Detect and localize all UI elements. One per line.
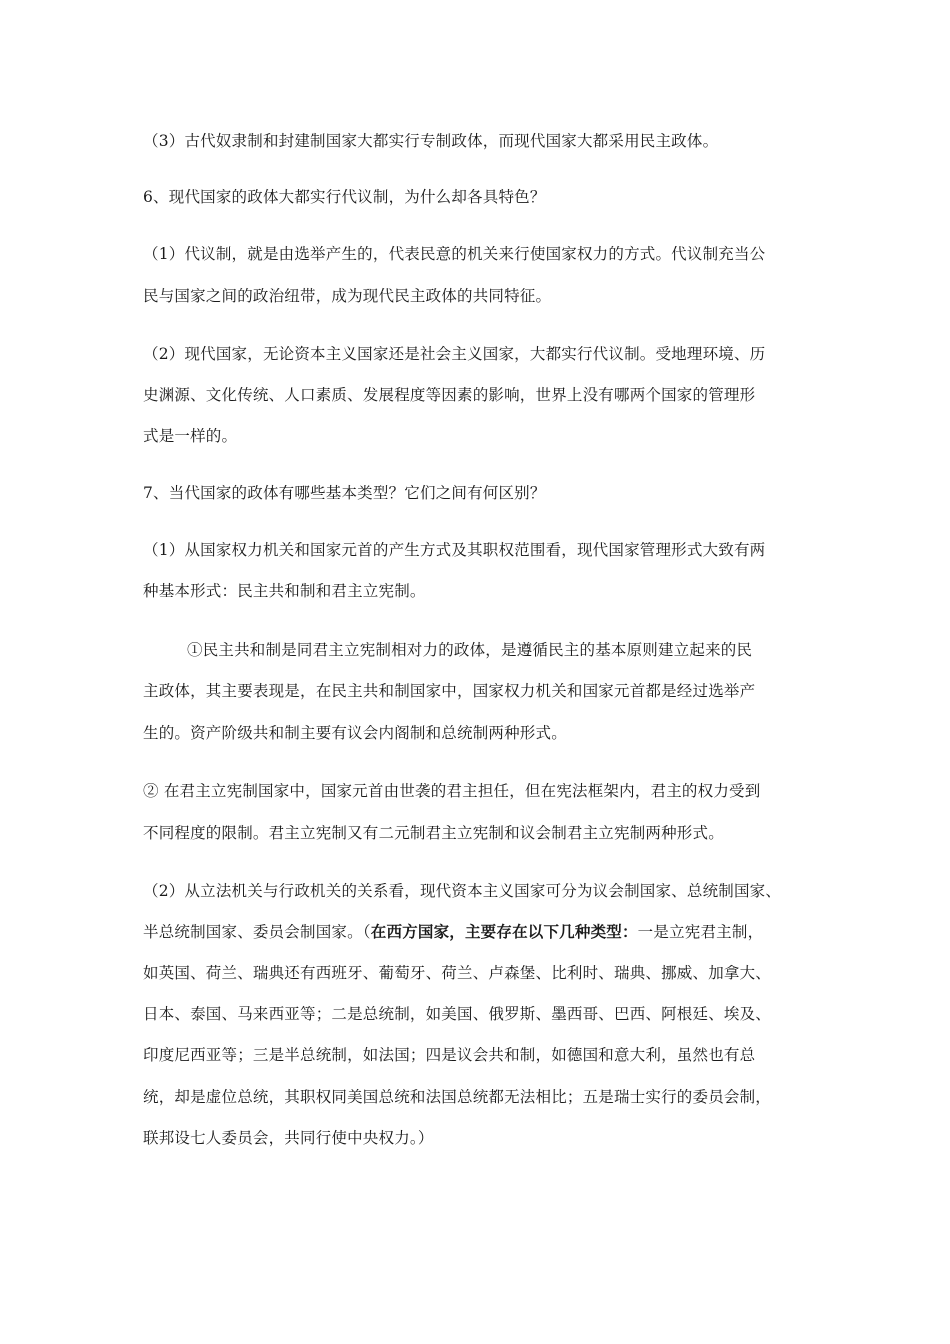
paragraph-line: ② 在君主立宪制国家中，国家元首由世袭的君主担任，但在宪法框架内，君主的权力受到 <box>143 782 761 800</box>
paragraph-line: 式是一样的。 <box>143 427 238 445</box>
paragraph-line: 种基本形式：民主共和制和君主立宪制。 <box>143 582 426 600</box>
text-segment: 半总统制国家、委员会制国家。（ <box>143 923 371 941</box>
paragraph-line: 联邦设七人委员会，共同行使中央权力。） <box>143 1129 434 1147</box>
bold-text-segment: 在西方国家，主要存在以下几种类型： <box>370 922 638 941</box>
paragraph-line: 不同程度的限制。君主立宪制又有二元制君主立宪制和议会制君主立宪制两种形式。 <box>143 824 724 842</box>
paragraph-line: ①民主共和制是同君主立宪制相对力的政体，是遵循民主的基本原则建立起来的民 <box>187 641 753 659</box>
paragraph-line: 主政体，其主要表现是，在民主共和制国家中，国家权力机关和国家元首都是经过选举产 <box>143 682 756 700</box>
paragraph-line: 民与国家之间的政治纽带，成为现代民主政体的共同特征。 <box>143 287 552 305</box>
paragraph-line: 史渊源、文化传统、人口素质、发展程度等因素的影响，世界上没有哪两个国家的管理形 <box>143 386 756 404</box>
paragraph-line: 统，却是虚位总统，其职权同美国总统和法国总统都无法相比；五是瑞士实行的委员会制， <box>143 1088 772 1106</box>
paragraph-line: （2）从立法机关与行政机关的关系看，现代资本主义国家可分为议会制国家、总统制国家、 <box>143 882 782 900</box>
question-heading: 7、当代国家的政体有哪些基本类型？它们之间有何区别？ <box>143 484 546 502</box>
question-heading: 6、现代国家的政体大都实行代议制，为什么却各具特色？ <box>143 188 546 206</box>
paragraph-line: 印度尼西亚等；三是半总统制，如法国；四是议会共和制，如德国和意大利，虽然也有总 <box>143 1046 756 1064</box>
paragraph-line: （2）现代国家，无论资本主义国家还是社会主义国家，大都实行代议制。受地理环境、历 <box>143 345 766 363</box>
paragraph-line: 日本、泰国、马来西亚等；二是总统制，如美国、俄罗斯、墨西哥、巴西、阿根廷、埃及、 <box>143 1005 772 1023</box>
paragraph-line: 生的。资产阶级共和制主要有议会内阁制和总统制两种形式。 <box>143 724 567 742</box>
paragraph-line-mixed <box>143 921 763 943</box>
paragraph-line: （1）从国家权力机关和国家元首的产生方式及其职权范围看，现代国家管理形式大致有两 <box>143 541 766 559</box>
text-segment: 一是立宪君主制， <box>637 923 764 941</box>
paragraph-line: 如英国、荷兰、瑞典还有西班牙、葡萄牙、荷兰、卢森堡、比利时、瑞典、挪威、加拿大、 <box>143 964 772 982</box>
paragraph-line: （1）代议制，就是由选举产生的，代表民意的机关来行使国家权力的方式。代议制充当公 <box>143 245 766 263</box>
paragraph-line: （3）古代奴隶制和封建制国家大都实行专制政体，而现代国家大都采用民主政体。 <box>143 132 719 150</box>
